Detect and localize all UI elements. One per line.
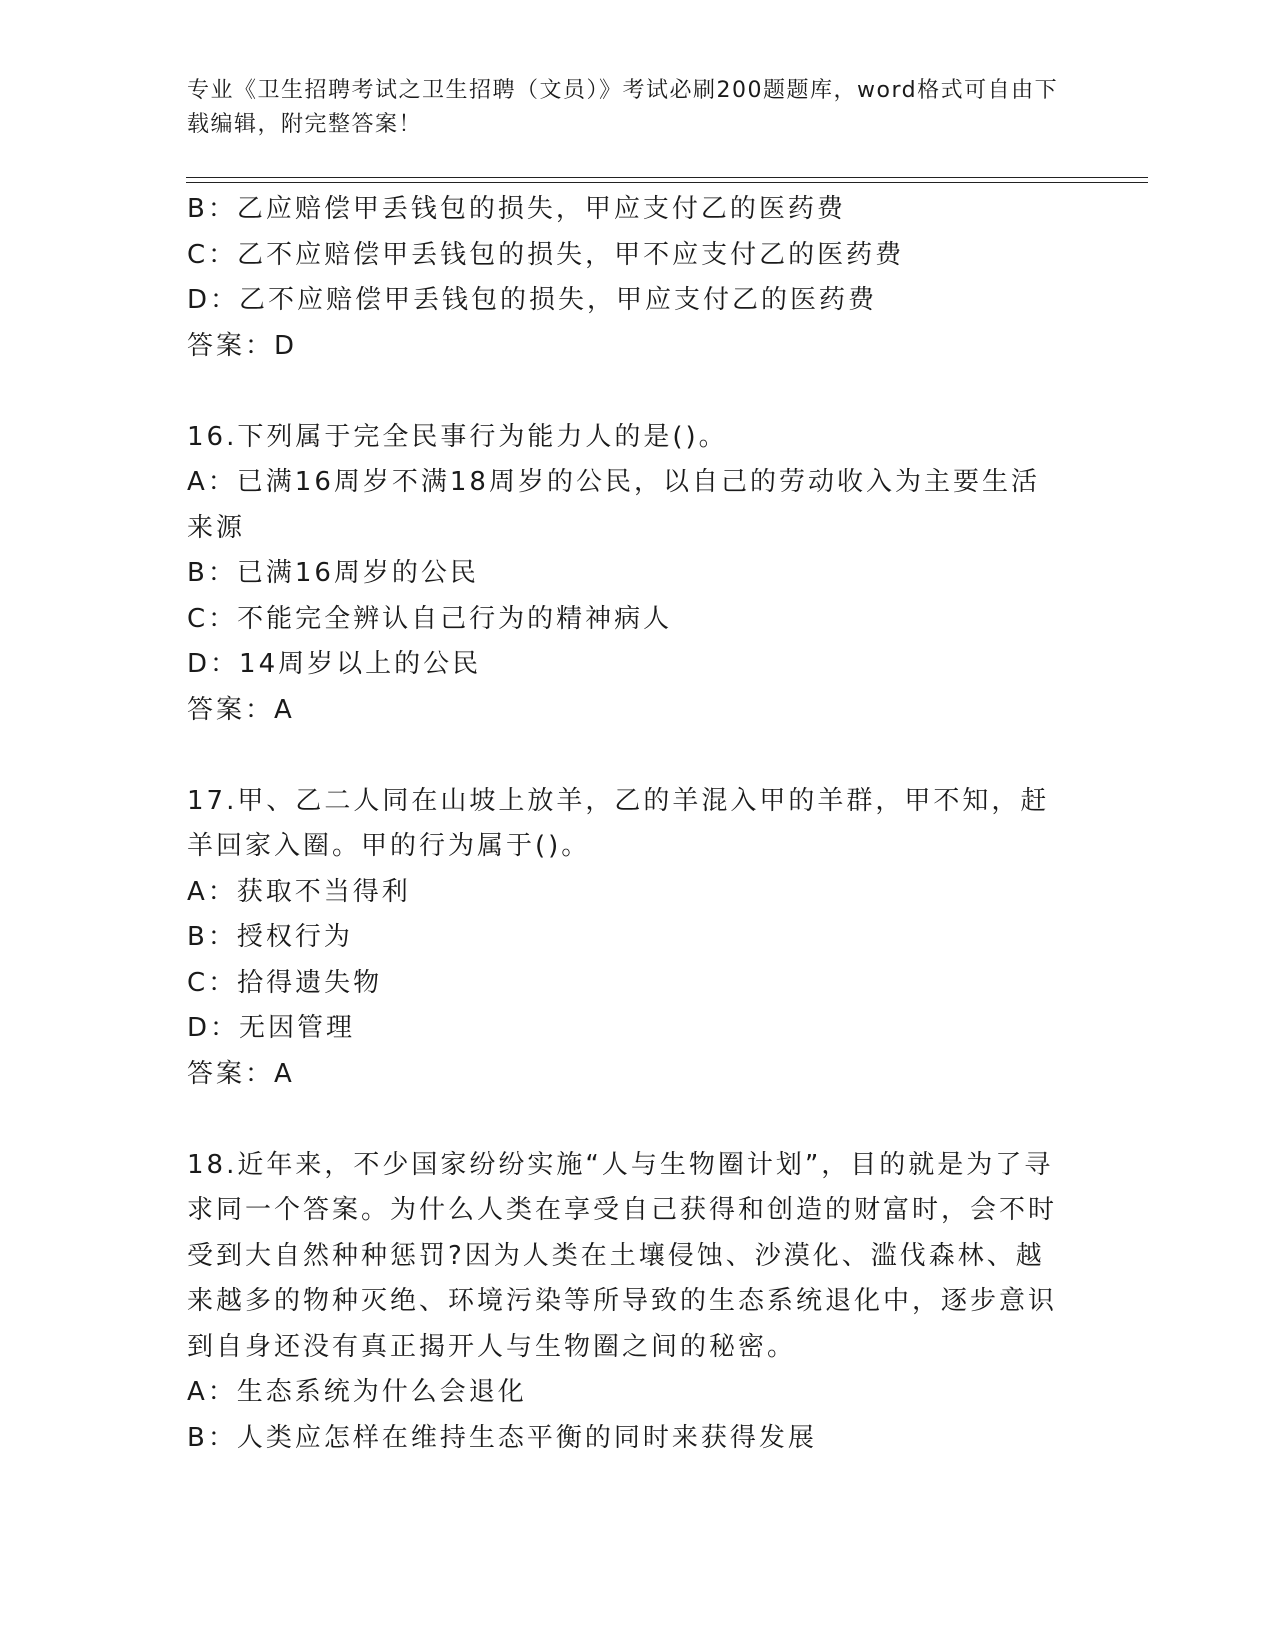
option-d: D：无因管理 [187,1013,356,1043]
document-body [187,187,1067,1461]
option-d: D：14周岁以上的公民 [187,649,482,679]
header-divider-top [186,177,1148,178]
question-17 [187,779,1067,1098]
option-b: B：授权行为 [187,922,353,952]
question-18 [187,1143,1067,1462]
question-16 [187,415,1067,734]
option-b: B：乙应赔偿甲丢钱包的损失，甲应支付乙的医药费 [187,194,846,224]
option-a: A：生态系统为什么会退化 [187,1377,527,1407]
question-text: 16.下列属于完全民事行为能力人的是()。 [187,421,728,452]
option-b: B：人类应怎样在维持生态平衡的同时来获得发展 [187,1422,817,1453]
spacer [187,733,1067,779]
spacer [187,369,1067,415]
option-b: B：已满16周岁的公民 [187,558,479,588]
spacer [187,1097,1067,1143]
header-divider-bottom [186,182,1148,183]
option-c: C：乙不应赔偿甲丢钱包的损失，甲不应支付乙的医药费 [187,239,905,270]
question-text: 18.近年来，不少国家纷纷实施“人与生物圈计划”，目的就是为了寻求同一个答案。为什么人类在享受自己获得和创造的财富时，会不时受到大自然种种惩罚?因为人类在土壤侵蚀、沙漠化、滥伐森林、越来越多的物种灭绝、环境污染等所导致的生态系统退化中，逐步意识到自身还没有真正揭开人与生物圈之间的秘密。 [187,1149,1058,1362]
answer: 答案：A [187,1058,295,1089]
option-c: C：不能完全辨认自己行为的精神病人 [187,603,673,634]
option-a: A：已满16周岁不满18周岁的公民，以自己的劳动收入为主要生活来源 [187,467,1040,543]
question-15-tail [187,187,1067,369]
document-header [187,74,1067,142]
question-text: 17.甲、乙二人同在山坡上放羊，乙的羊混入甲的羊群，甲不知，赶羊回家入圈。甲的行为属于()。 [187,785,1050,861]
answer: 答案：A [187,694,295,725]
option-a: A：获取不当得利 [187,876,411,907]
answer: 答案：D [187,330,298,361]
option-d: D：乙不应赔偿甲丢钱包的损失，甲应支付乙的医药费 [187,285,878,315]
option-c: C：拾得遗失物 [187,967,383,998]
header-title: 专业《卫生招聘考试之卫生招聘（文员）》考试必刷200题题库，word格式可自由下载编辑，附完整答案！ [187,78,1059,137]
